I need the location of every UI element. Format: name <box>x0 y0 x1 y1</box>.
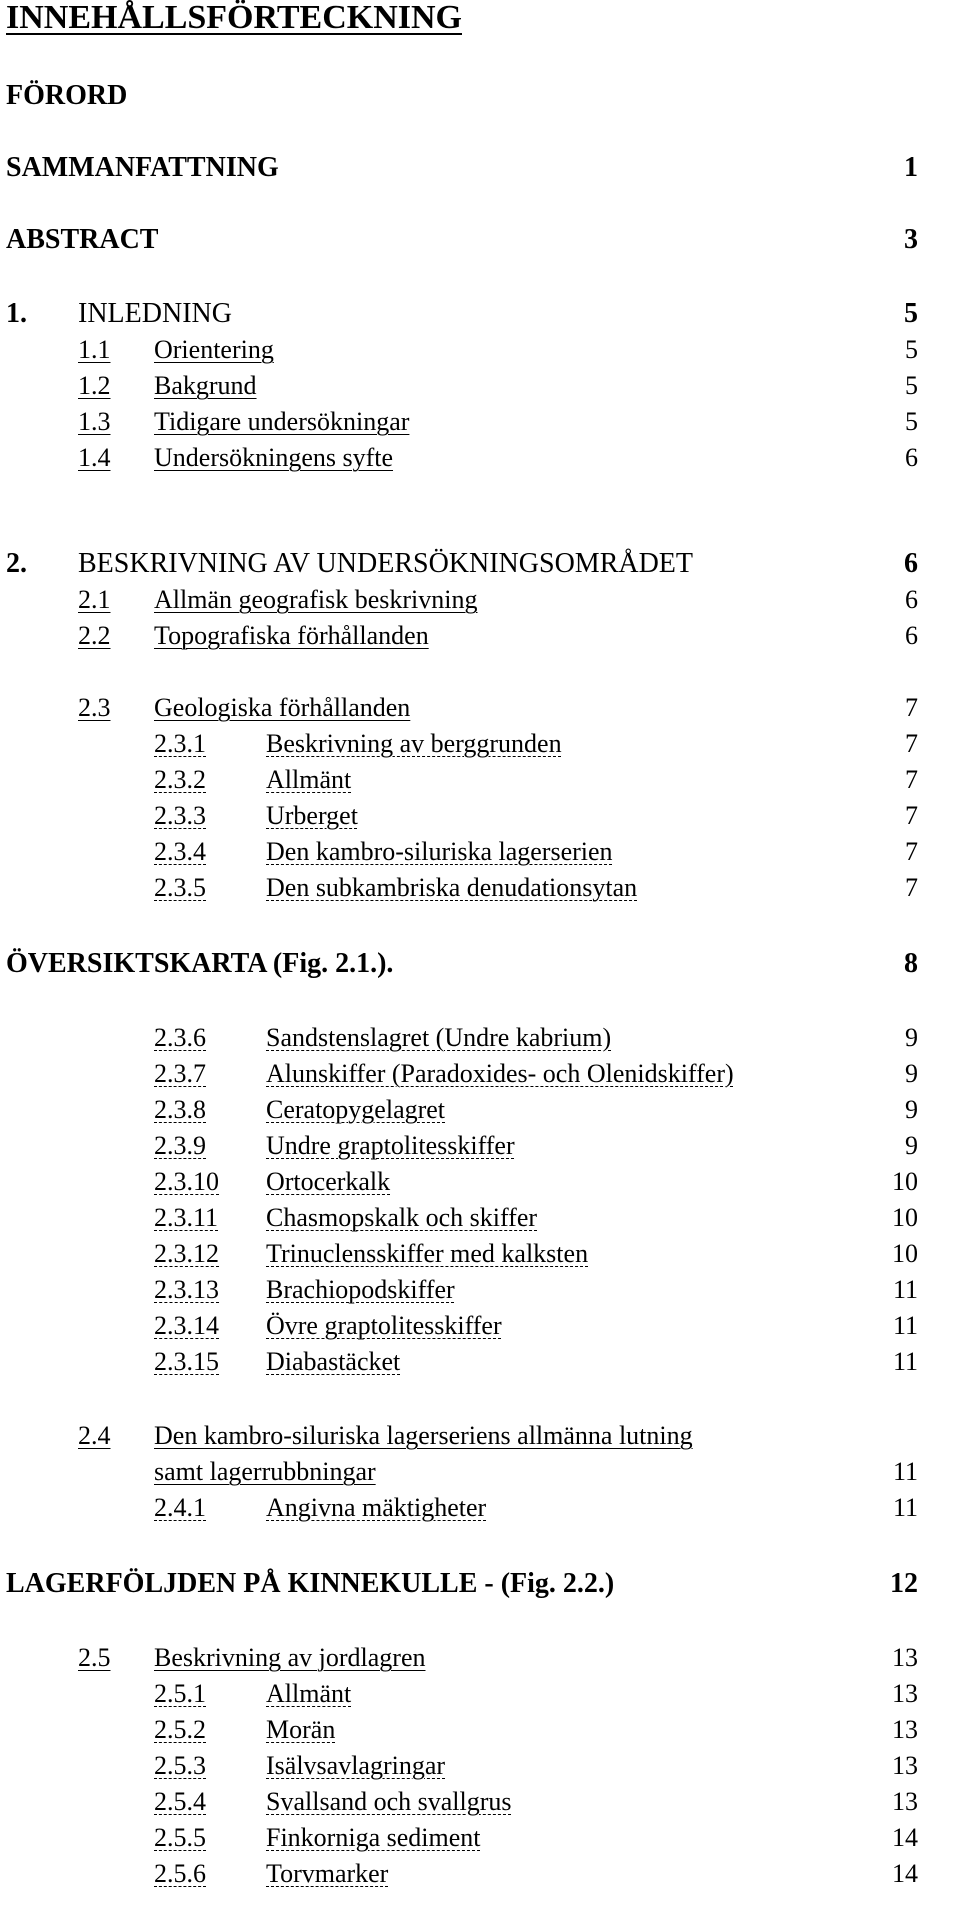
toc-entry-number: 2.3.4 <box>154 837 206 866</box>
toc-entry-number: 2.3.5 <box>154 873 206 902</box>
toc-entry <box>0 1678 960 1714</box>
toc-entry <box>0 442 960 478</box>
toc-entry-number: 2. <box>6 548 27 579</box>
toc-entry <box>0 872 960 908</box>
toc-entry-label: Isälvsavlagringar <box>266 1751 446 1780</box>
toc-entry <box>0 1202 960 1238</box>
toc-entry-page: 7 <box>905 837 918 866</box>
toc-entry-label: Chasmopskalk och skiffer <box>266 1203 538 1232</box>
toc-entry-label: Svallsand och svallgrus <box>266 1787 512 1816</box>
toc-entry-label: LAGERFÖLJDEN PÅ KINNEKULLE - (Fig. 2.2.) <box>6 1568 615 1599</box>
toc-entry <box>0 224 960 260</box>
toc-entry-page: 10 <box>892 1239 918 1268</box>
toc-entry-label: Beskrivning av jordlagren <box>154 1643 426 1672</box>
toc-entry-label: Den subkambriska denudationsytan <box>266 873 638 902</box>
toc-entry <box>0 1130 960 1166</box>
toc-entry <box>0 836 960 872</box>
toc-entry-label: ABSTRACT <box>6 224 159 255</box>
toc-entry-label: Finkorniga sediment <box>266 1823 481 1852</box>
toc-entry-page: 7 <box>905 729 918 758</box>
toc-entry <box>0 1022 960 1058</box>
toc-entry-label: Övre graptolitesskiffer <box>266 1311 502 1340</box>
toc-entry-page: 7 <box>905 873 918 902</box>
toc-entry <box>0 728 960 764</box>
toc-entry <box>0 1346 960 1382</box>
toc-entry-page: 9 <box>905 1059 918 1088</box>
toc-entry-page: 10 <box>892 1203 918 1232</box>
toc-entry <box>0 1822 960 1858</box>
toc-entry-number: 2.5.2 <box>154 1715 206 1744</box>
toc-entry-number: 2.3.8 <box>154 1095 206 1124</box>
toc-entry-label: Allmän geografisk beskrivning <box>154 585 478 614</box>
toc-entry-page: 5 <box>905 335 918 364</box>
toc-entry <box>0 800 960 836</box>
toc-entry <box>0 80 960 116</box>
toc-entry-label: BESKRIVNING AV UNDERSÖKNINGSOMRÅDET <box>78 548 694 579</box>
toc-entry-page: 11 <box>892 1493 918 1522</box>
toc-entry <box>0 1456 960 1492</box>
toc-entry-label: Sandstenslagret (Undre kabrium) <box>266 1023 612 1052</box>
toc-entry-number: 2.3.6 <box>154 1023 206 1052</box>
toc-entry <box>0 1420 960 1456</box>
toc-entry-page: 6 <box>905 443 918 472</box>
toc-entry-page: 5 <box>905 371 918 400</box>
toc-entry-page: 7 <box>905 765 918 794</box>
toc-entry-number: 2.3.2 <box>154 765 206 794</box>
toc-entry <box>0 1492 960 1528</box>
toc-entry-number: 1. <box>6 298 27 329</box>
toc-entry-page: 13 <box>892 1787 918 1816</box>
toc-entry-number: 2.3.12 <box>154 1239 219 1268</box>
toc-entry <box>0 298 960 334</box>
toc-entry-page: 3 <box>904 224 918 255</box>
toc-entry-page: 13 <box>892 1715 918 1744</box>
toc-entry-label: Angivna mäktigheter <box>266 1493 487 1522</box>
toc-entry-label: Geologiska förhållanden <box>154 693 411 722</box>
toc-entry-page: 11 <box>892 1457 918 1486</box>
toc-entry <box>0 1750 960 1786</box>
toc-entry <box>0 548 960 584</box>
toc-entry <box>0 152 960 188</box>
toc-entry-label: SAMMANFATTNING <box>6 152 279 183</box>
toc-entry-page: 9 <box>905 1095 918 1124</box>
toc-entry-number: 2.4 <box>78 1421 111 1450</box>
toc-entry-label: Den kambro-siluriska lagerserien <box>266 837 613 866</box>
toc-entry-label: Den kambro-siluriska lagerseriens allmänna lutning <box>154 1421 693 1450</box>
toc-entry-number: 2.5.4 <box>154 1787 206 1816</box>
toc-entry <box>0 692 960 728</box>
toc-entry-label: Ortocerkalk <box>266 1167 391 1196</box>
toc-entry <box>0 334 960 370</box>
toc-entry-number: 2.3.15 <box>154 1347 219 1376</box>
toc-entry-number: 2.5.5 <box>154 1823 206 1852</box>
toc-entry-label: Undersökningens syfte <box>154 443 394 472</box>
toc-entry <box>0 1714 960 1750</box>
toc-entry-page: 9 <box>905 1023 918 1052</box>
toc-entry <box>0 1568 960 1604</box>
toc-entry <box>0 1274 960 1310</box>
toc-entry-page: 14 <box>892 1823 918 1852</box>
toc-entry-label: Topografiska förhållanden <box>154 621 429 650</box>
toc-entry-number: 2.5 <box>78 1643 111 1672</box>
toc-entry-page: 9 <box>905 1131 918 1160</box>
toc-entry-number: 2.3.14 <box>154 1311 219 1340</box>
toc-entry-page: 8 <box>904 948 918 979</box>
toc-entry-page: 5 <box>905 407 918 436</box>
toc-entry <box>0 1058 960 1094</box>
toc-entry-number: 2.3 <box>78 693 111 722</box>
toc-entry-label: Tidigare undersökningar <box>154 407 410 436</box>
toc-entry-number: 2.3.9 <box>154 1131 206 1160</box>
toc-entry-label: Diabastäcket <box>266 1347 401 1376</box>
toc-entry-number: 2.3.13 <box>154 1275 219 1304</box>
toc-entry <box>0 1166 960 1202</box>
toc-entry <box>0 1642 960 1678</box>
toc-entry-page: 7 <box>905 693 918 722</box>
toc-entry <box>0 948 960 984</box>
toc-entry-label: Orientering <box>154 335 274 364</box>
toc-entry-number: 2.3.10 <box>154 1167 219 1196</box>
toc-entry-page: 13 <box>892 1643 918 1672</box>
toc-entry-label: samt lagerrubbningar <box>154 1457 376 1486</box>
toc-entry-page: 13 <box>892 1679 918 1708</box>
toc-entry-label: ÖVERSIKTSKARTA (Fig. 2.1.). <box>6 948 394 979</box>
toc-entry-page: 12 <box>890 1568 918 1599</box>
toc-entry-number: 1.1 <box>78 335 111 364</box>
toc-entry <box>0 1310 960 1346</box>
toc-entry-label: Beskrivning av berggrunden <box>266 729 562 758</box>
toc-entry-number: 2.2 <box>78 621 111 650</box>
toc-entry-label: Undre graptolitesskiffer <box>266 1131 515 1160</box>
toc-entry-label: Trinuclensskiffer med kalksten <box>266 1239 589 1268</box>
toc-entry-page: 10 <box>892 1167 918 1196</box>
toc-entry-number: 2.3.7 <box>154 1059 206 1088</box>
toc-entry-label: Allmänt <box>266 1679 352 1708</box>
toc-entry <box>0 1238 960 1274</box>
toc-entry-page: 1 <box>904 152 918 183</box>
toc-entry <box>0 370 960 406</box>
toc-entry-label: INLEDNING <box>78 298 232 329</box>
toc-entry-label: Bakgrund <box>154 371 257 400</box>
toc-entry <box>0 620 960 656</box>
toc-entry-page: 6 <box>904 548 918 579</box>
toc-entry-number: 1.3 <box>78 407 111 436</box>
toc-entry-label: Morän <box>266 1715 336 1744</box>
toc-entry <box>0 764 960 800</box>
toc-entry-number: 2.5.1 <box>154 1679 206 1708</box>
toc-entry-number: 1.4 <box>78 443 111 472</box>
toc-entry-label: Urberget <box>266 801 358 830</box>
toc-entry <box>0 1786 960 1822</box>
toc-entry-number: 2.5.6 <box>154 1859 206 1888</box>
toc-title: INNEHÅLLSFÖRTECKNING <box>6 0 462 36</box>
toc-entry-page: 11 <box>892 1347 918 1376</box>
toc-entry-number: 1.2 <box>78 371 111 400</box>
toc-entry <box>0 1094 960 1130</box>
toc-entry-page: 11 <box>892 1311 918 1340</box>
toc-entry-label: Torvmarker <box>266 1859 389 1888</box>
toc-entry <box>0 1858 960 1894</box>
toc-entry-page: 6 <box>905 621 918 650</box>
toc-entry-label: FÖRORD <box>6 80 128 111</box>
toc-entry-label: Ceratopygelagret <box>266 1095 446 1124</box>
toc-entry <box>0 584 960 620</box>
toc-entry-page: 14 <box>892 1859 918 1888</box>
toc-entry-page: 7 <box>905 801 918 830</box>
toc-entry-number: 2.1 <box>78 585 111 614</box>
toc-entry-page: 13 <box>892 1751 918 1780</box>
toc-entry-label: Brachiopodskiffer <box>266 1275 455 1304</box>
toc-entry-page: 5 <box>904 298 918 329</box>
toc-entry-label: Allmänt <box>266 765 352 794</box>
toc-entry-label: Alunskiffer (Paradoxides- och Olenidskiffer) <box>266 1059 734 1088</box>
toc-entry <box>0 406 960 442</box>
toc-entry-number: 2.3.11 <box>154 1203 219 1232</box>
toc-entry-number: 2.3.1 <box>154 729 206 758</box>
toc-entry-number: 2.3.3 <box>154 801 206 830</box>
toc-entry-number: 2.4.1 <box>154 1493 206 1522</box>
toc-entry-page: 6 <box>905 585 918 614</box>
toc-entry-number: 2.5.3 <box>154 1751 206 1780</box>
toc-entry-page: 11 <box>892 1275 918 1304</box>
